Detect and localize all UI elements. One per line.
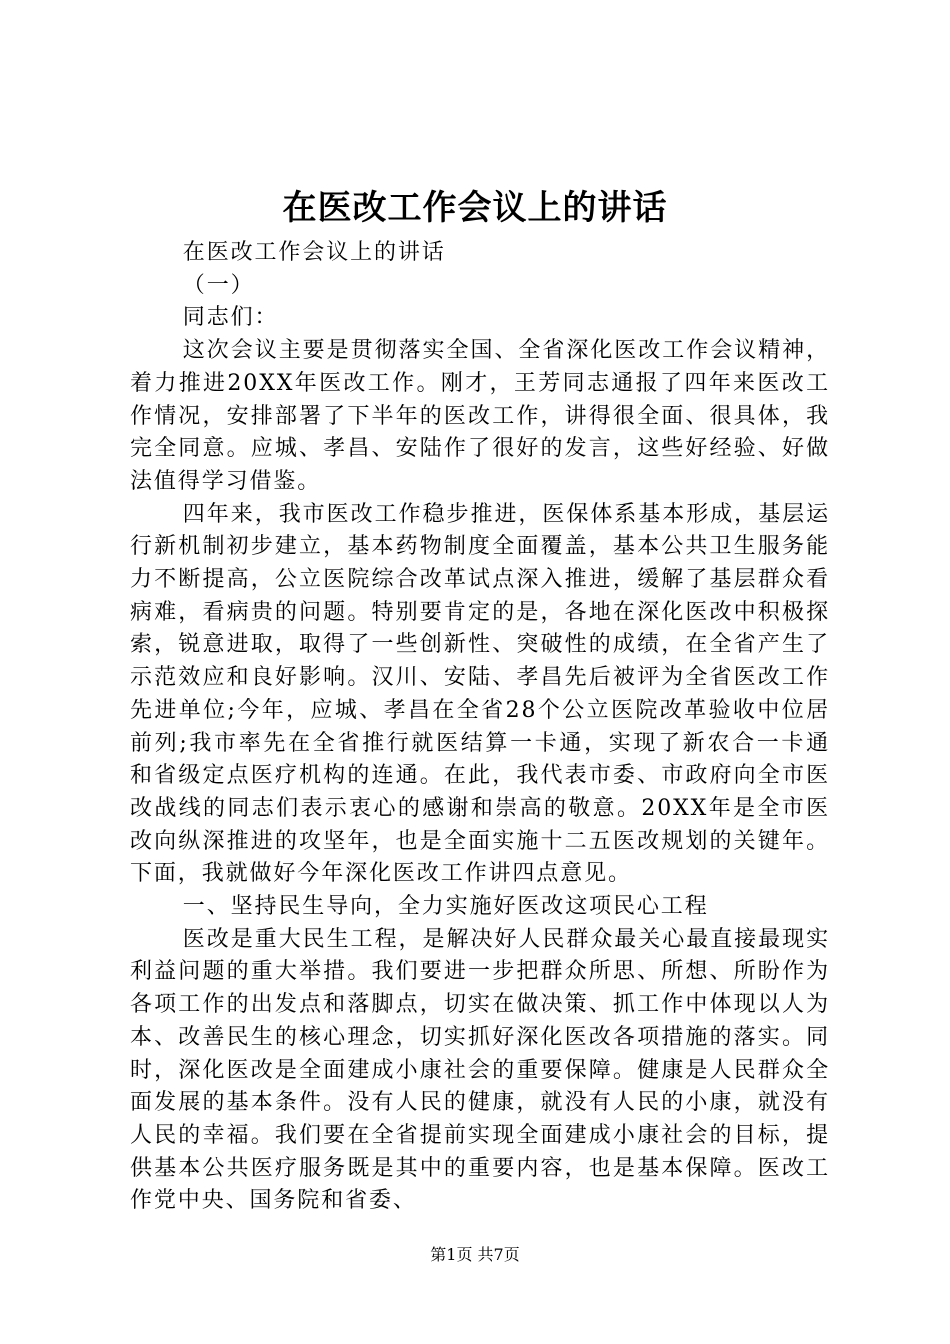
document-title: 在医改工作会议上的讲话 xyxy=(282,188,668,228)
salutation-paragraph: 同志们： xyxy=(182,305,279,331)
section-heading: 一、坚持民生导向，全力实施好医改这项民心工程 xyxy=(182,894,709,920)
body-paragraph: 医改是重大民生工程，是解决好人民群众最关心最直接最现实利益问题的重大举措。我们要进一步把群众所思、所想、所盼作为各项工作的出发点和落脚点，切实在做决策、抓工作中体现以人为本、改善民生的核心理念，切实抓好深化医改各项措施的落实。同时，深化医改是全面建成小康社会的重要保障。健康是人民群众全面发展的基本条件。没有人民的健康，就没有人民的小康，就没有人民的幸福。我们要在全省提前实现全面建成小康社会的目标，提供基本公共医疗服务既是其中的重要内容，也是基本保障。医改工作党中央、国务院和省委、 xyxy=(130,926,830,1214)
page-footer: 第1页 共7页 xyxy=(430,1245,520,1264)
subtitle-paragraph: 在医改工作会议上的讲话 xyxy=(182,240,446,265)
document-body xyxy=(130,237,830,1218)
body-paragraph: 这次会议主要是贯彻落实全国、全省深化医改工作会议精神，着力推进20XX年医改工作。刚才，王芳同志通报了四年来医改工作情况，安排部署了下半年的医改工作，讲得很全面、很具体，我完全同意。应城、孝昌、安陆作了很好的发言，这些好经验、好做法值得学习借鉴。 xyxy=(130,338,830,494)
body-paragraph: 四年来，我市医改工作稳步推进，医保体系基本形成，基层运行新机制初步建立，基本药物制度全面覆盖，基本公共卫生服务能力不断提高，公立医院综合改革试点深入推进，缓解了基层群众看病难，看病贵的问题。特别要肯定的是，各地在深化医改中积极探索，锐意进取，取得了一些创新性、突破性的成绩，在全省产生了示范效应和良好影响。汉川、安陆、孝昌先后被评为全省医改工作先进单位;今年，应城、孝昌在全省28个公立医院改革验收中位居前列;我市率先在全省推行就医结算一卡通，实现了新农合一卡通和省级定点医疗机构的连通。在此，我代表市委、市政府向全市医改战线的同志们表示衷心的感谢和崇高的敬意。20XX年是全市医改向纵深推进的攻坚年，也是全面实施十二五医改规划的关键年。下面，我就做好今年深化医改工作讲四点意见。 xyxy=(130,501,830,887)
section-number-paragraph: （一） xyxy=(182,272,255,298)
